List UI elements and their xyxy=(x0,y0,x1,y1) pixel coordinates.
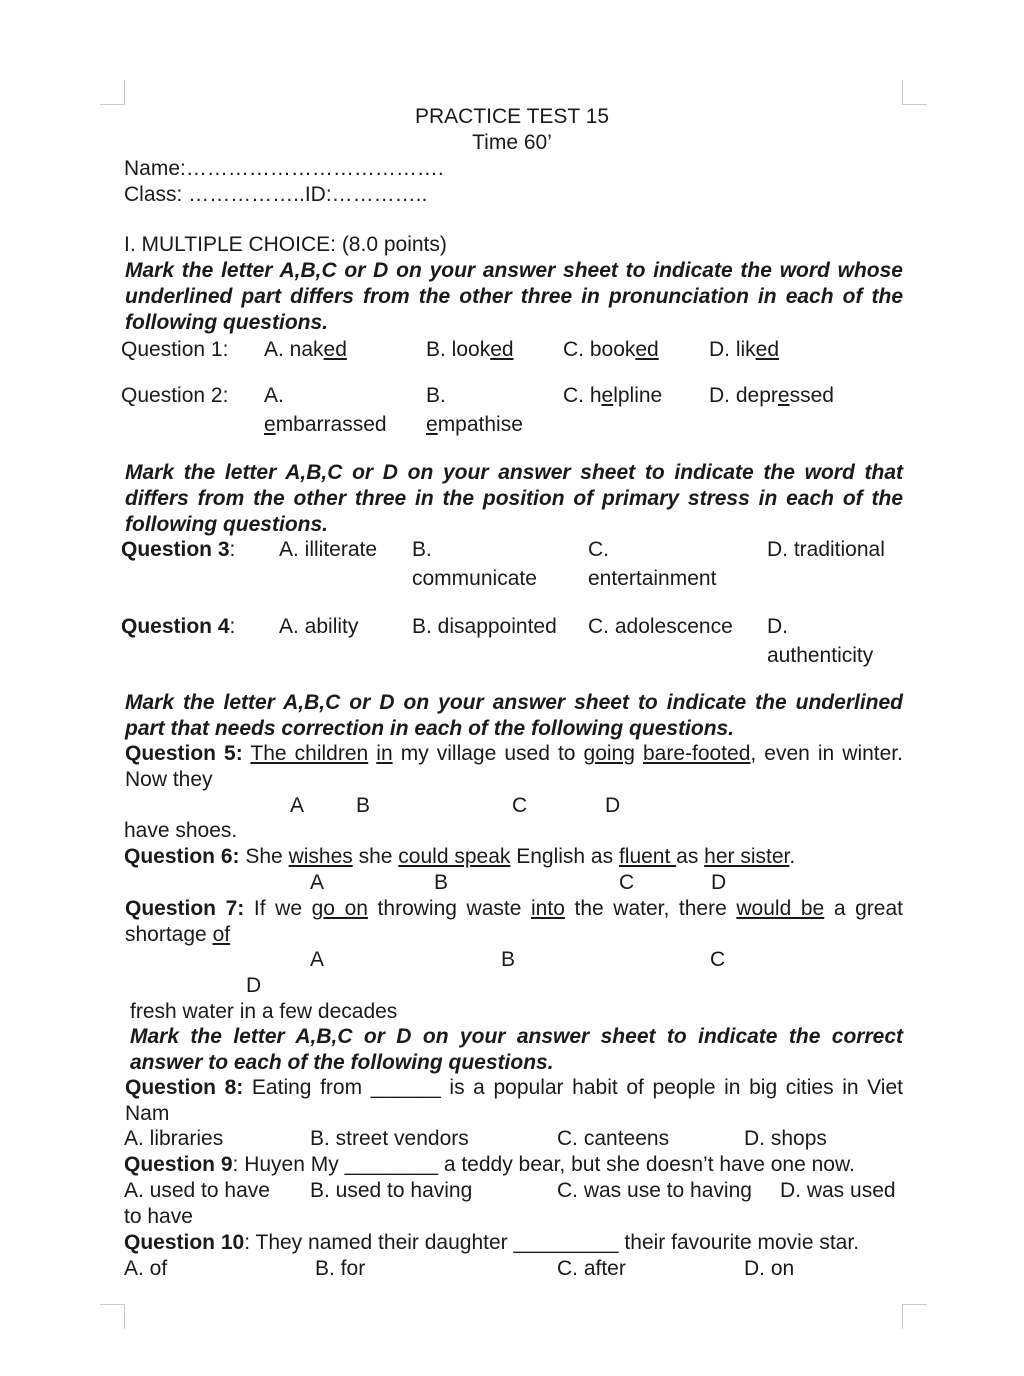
option-a-word xyxy=(264,412,387,438)
corner-mark-bottom-left xyxy=(100,1304,125,1329)
underlined-part: ed xyxy=(755,338,780,361)
question-label-text: Question 3 xyxy=(121,538,230,561)
question-label: Question 8: xyxy=(125,1076,244,1099)
option-letter-a: A xyxy=(310,871,325,894)
question-sentence xyxy=(125,1075,903,1127)
time-limit: Time 60’ xyxy=(472,131,552,154)
question-label: Question 1: xyxy=(121,338,229,361)
option-letter-b: B xyxy=(434,871,449,894)
underlined-part: ed xyxy=(635,338,659,361)
option-c xyxy=(563,337,659,363)
sentence-text: . xyxy=(789,845,796,868)
underlined-part: ed xyxy=(323,338,347,361)
question-label: Question 2: xyxy=(121,384,229,407)
option-letter-a: A xyxy=(290,794,305,817)
sentence-text: she xyxy=(352,845,399,868)
question-sentence xyxy=(125,896,903,948)
corner-mark-top-left xyxy=(100,80,125,105)
underlined-part: e xyxy=(601,384,614,407)
option-d: D. xyxy=(767,615,788,638)
option-text: mpathise xyxy=(437,413,523,436)
option-c: C. after xyxy=(557,1257,626,1280)
option-b-word xyxy=(426,412,523,438)
option-b: B. for xyxy=(315,1257,366,1280)
option-b: B. xyxy=(412,538,432,561)
instruction-pronunciation: Mark the letter A,B,C or D on your answer sheet to indicate the word whose underlined part differs from the other three in pronunciation in each of the following questions. xyxy=(125,259,903,334)
underlined-part: e xyxy=(777,384,790,407)
instruction-correction: Mark the letter A,B,C or D on your answer sheet to indicate the underlined part that needs correction in each of the following questions. xyxy=(125,691,903,740)
option-c: C. canteens xyxy=(557,1127,670,1150)
underlined-part-b: could speak xyxy=(398,845,511,868)
option-d: D. on xyxy=(744,1257,795,1280)
underlined-part-a: wishes xyxy=(288,845,353,868)
option-letter-c: C xyxy=(619,871,635,894)
question-sentence xyxy=(125,741,903,793)
option-text: lpline xyxy=(613,384,663,407)
option-a: A. libraries xyxy=(124,1127,224,1150)
underlined-part-a: go on xyxy=(311,897,368,920)
option-letter-a: A xyxy=(310,948,325,971)
sentence-tail: have shoes. xyxy=(124,819,238,842)
question-label xyxy=(121,537,235,563)
underlined-part: e xyxy=(426,413,438,436)
option-d: D. was used xyxy=(780,1179,896,1202)
question-label: Question 9 xyxy=(124,1153,233,1176)
option-b-word: communicate xyxy=(412,567,537,590)
option-c: C. xyxy=(588,538,609,561)
option-d-continued: to have xyxy=(124,1205,193,1228)
option-c-word: entertainment xyxy=(588,567,717,590)
sentence-text: my village used to xyxy=(392,742,584,765)
underlined-part-d: bare-footed xyxy=(642,742,751,765)
option-c xyxy=(563,383,662,409)
option-b: B. street vendors xyxy=(310,1127,469,1150)
option-letter-d: D xyxy=(246,974,262,997)
option-d: D. shops xyxy=(744,1127,827,1150)
corner-mark-top-right xyxy=(902,80,927,105)
option-c: C. was use to having xyxy=(557,1179,752,1202)
question-label: Question 5: xyxy=(125,742,243,765)
option-d-word: authenticity xyxy=(767,644,874,667)
option-letter-b: B xyxy=(356,794,371,817)
option-text: C. h xyxy=(563,384,602,407)
option-text: mbarrassed xyxy=(275,413,387,436)
sentence-text: English as xyxy=(510,845,619,868)
option-letter-c: C xyxy=(710,948,726,971)
option-b xyxy=(426,337,514,363)
question-label: Question 10 xyxy=(124,1231,245,1254)
question-label xyxy=(121,614,235,640)
option-b: B. disappointed xyxy=(412,615,557,638)
underlined-part-c: would be xyxy=(736,897,825,920)
underlined-part-d: her sister xyxy=(704,845,790,868)
sentence-text: She xyxy=(239,845,289,868)
underlined-part-c: going xyxy=(583,742,635,765)
option-a: A. of xyxy=(124,1257,168,1280)
section-title: I. MULTIPLE CHOICE: (8.0 points) xyxy=(124,233,447,256)
option-letter-b: B xyxy=(501,948,516,971)
underlined-part-a: The children xyxy=(250,742,369,765)
sentence-text: as xyxy=(676,845,705,868)
instruction-correct-answer: Mark the letter A,B,C or D on your answer sheet to indicate the correct answer to each of the following questions. xyxy=(130,1025,903,1074)
option-a: A. illiterate xyxy=(279,538,378,561)
sentence-text: , even in winter. Now they xyxy=(125,742,903,791)
underlined-part: e xyxy=(264,413,276,436)
underlined-part: ed xyxy=(490,338,514,361)
sentence-text xyxy=(635,742,643,765)
underlined-part-b: into xyxy=(531,897,565,920)
sentence-text: a great shortage xyxy=(125,897,903,946)
question-sentence xyxy=(124,1230,859,1256)
question-stem: : Huyen My ________ a teddy bear, but she doesn’t have one now. xyxy=(232,1153,855,1176)
sentence-text: If we xyxy=(244,897,312,920)
question-label-colon: : xyxy=(229,538,236,561)
question-stem: : They named their daughter _________ their favourite movie star. xyxy=(244,1231,860,1254)
option-d xyxy=(709,383,834,409)
corner-mark-bottom-right xyxy=(902,1304,927,1329)
option-letter-d: D xyxy=(711,871,727,894)
option-text: B. look xyxy=(426,338,491,361)
question-label-colon: : xyxy=(229,615,236,638)
instruction-stress: Mark the letter A,B,C or D on your answer sheet to indicate the word that differs from the other three in the position of primary stress in each of the following questions. xyxy=(125,461,903,536)
sentence-text: the water, there xyxy=(564,897,737,920)
option-a xyxy=(264,337,347,363)
option-a: A. ability xyxy=(279,615,359,638)
underlined-part-c: fluent xyxy=(618,845,677,868)
question-label-text: Question 4 xyxy=(121,615,230,638)
underlined-part-d: of xyxy=(212,923,231,946)
option-text: D. depr xyxy=(709,384,778,407)
option-text: D. lik xyxy=(709,338,756,361)
option-d: D. traditional xyxy=(767,538,885,561)
question-sentence xyxy=(124,844,795,870)
class-line: Class: ……………..ID:………….. xyxy=(124,183,428,206)
sentence-tail: fresh water in a few decades xyxy=(130,1000,398,1023)
option-text: A. nak xyxy=(264,338,324,361)
question-label: Question 6: xyxy=(124,845,240,868)
question-stem: Eating from ______ is a popular habit of people in big cities in Viet Nam xyxy=(125,1076,903,1125)
question-label: Question 7: xyxy=(125,897,245,920)
question-sentence xyxy=(124,1152,855,1178)
page-title: PRACTICE TEST 15 xyxy=(414,105,610,128)
option-letter-c: C xyxy=(512,794,528,817)
option-a: A. xyxy=(264,384,284,407)
sentence-text: throwing waste xyxy=(367,897,532,920)
name-line: Name:………………………………. xyxy=(124,157,444,180)
option-letter-d: D xyxy=(605,794,621,817)
underlined-part-b: in xyxy=(376,742,393,765)
option-b: B. xyxy=(426,384,446,407)
option-d xyxy=(709,337,779,363)
option-c: C. adolescence xyxy=(588,615,733,638)
option-b: B. used to having xyxy=(310,1179,473,1202)
option-text: C. book xyxy=(563,338,636,361)
option-a: A. used to have xyxy=(124,1179,270,1202)
option-text: ssed xyxy=(789,384,834,407)
